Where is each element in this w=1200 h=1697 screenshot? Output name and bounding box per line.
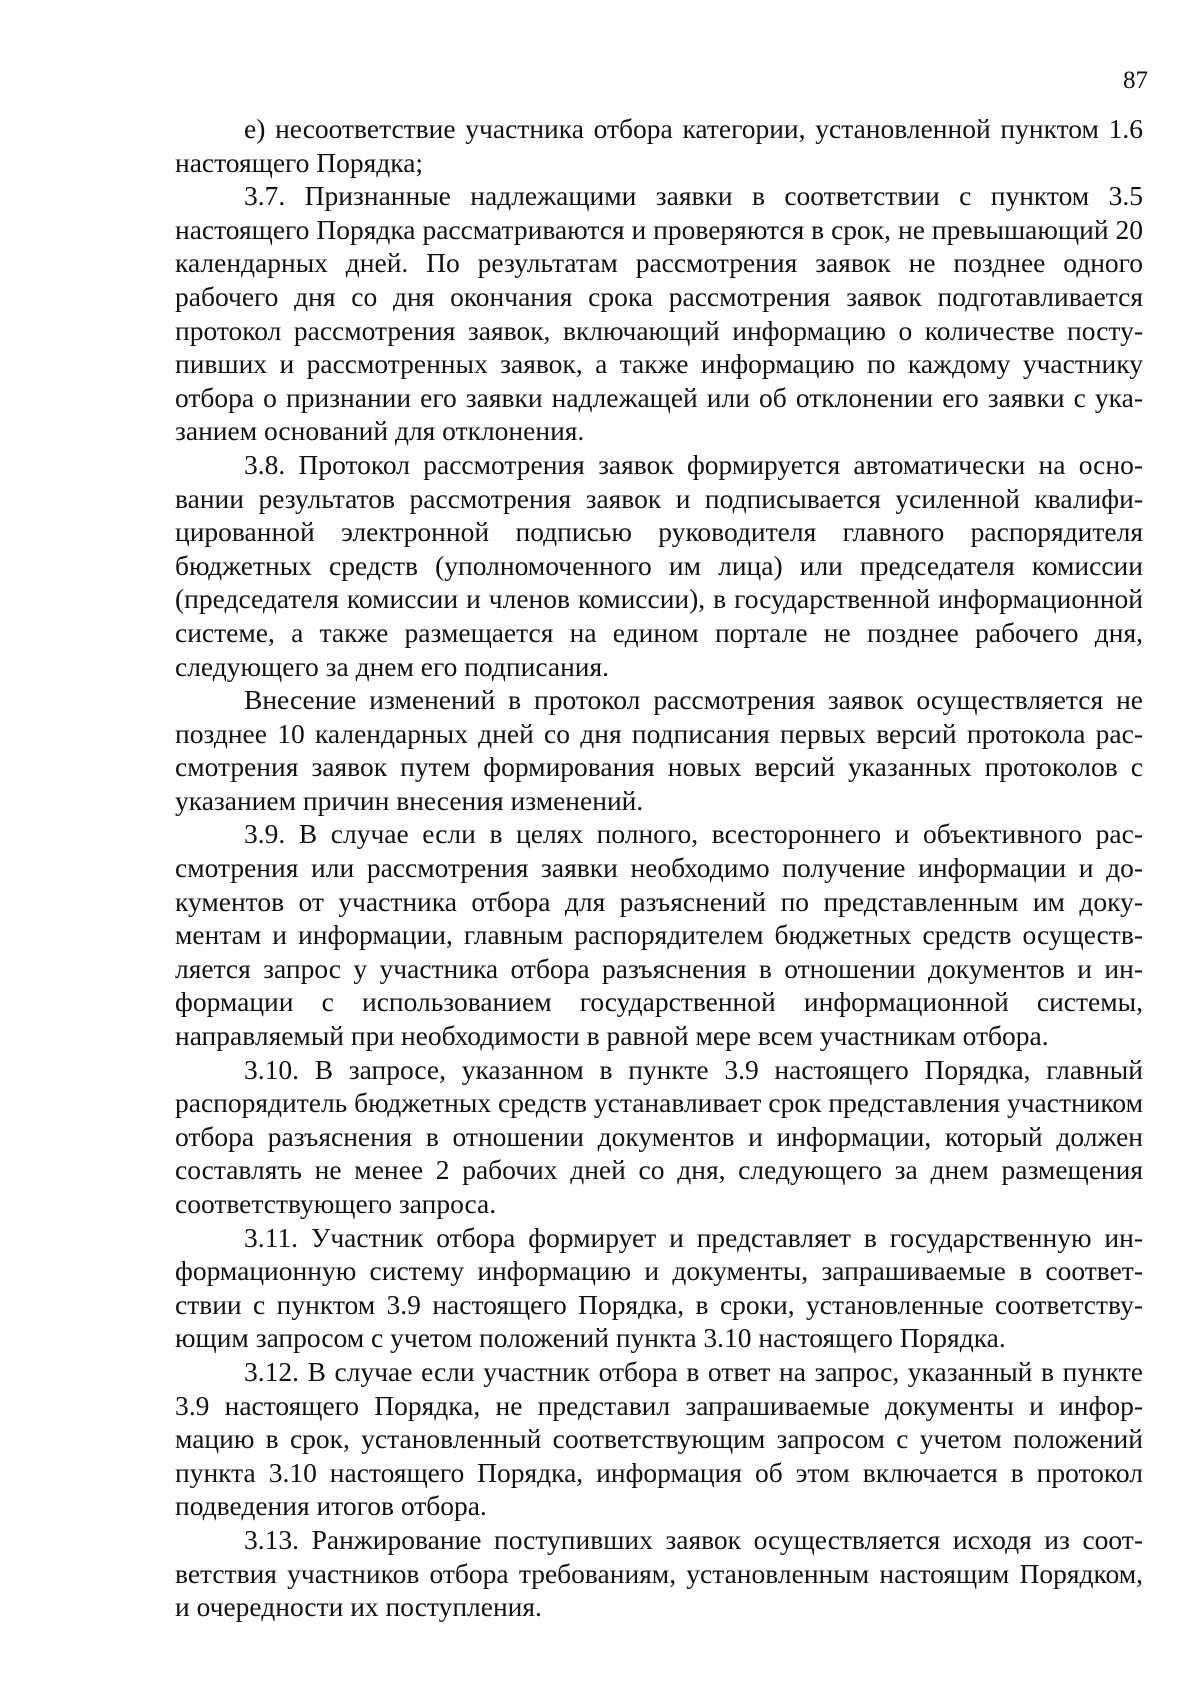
paragraph-3-7: 3.7. Признанные надлежащими заявки в соответствии с пунктом 3.5 настоящего Порядка рассматриваются и проверяются в срок, не превышающий 20 календарных дней. По результатам рассмотрения заявок не позднее одного рабочего дня со дня окончания срока рассмотрения заявок подготавливается протокол рассмотрения заявок, включающий информацию о количестве поступивших и рассмотренных заявок, а также информацию по каждому участнику отбора о признании его заявки надлежащей или об отклонении его заявки с указанием оснований для отклонения.	[175, 180, 1143, 447]
paragraph-3-11: 3.11. Участник отбора формирует и представляет в государственную информационную систему информацию и документы, запрашиваемые в соответствии с пунктом 3.9 настоящего Порядка, в сроки, установленные соответствующим запросом с учетом положений пункта 3.10 настоящего Порядка.	[175, 1221, 1143, 1354]
document-body	[175, 112, 1143, 1624]
paragraph-3-9: 3.9. В случае если в целях полного, всестороннего и объективного рассмотрения или рассмотрения заявки необходимо получение информации и документов от участника отбора для разъяснений по представленным им документам и информации, главным распорядителем бюджетных средств осуществляется запрос у участника отбора разъяснения в отношении документов и информации с использованием государственной информационной системы, направляемый при необходимости в равной мере всем участникам отбора.	[175, 818, 1143, 1052]
paragraph-item-e: е) несоответствие участника отбора категории, установленной пунктом 1.6 настоящего Порядка;	[175, 113, 1143, 178]
paragraph-3-13: 3.13. Ранжирование поступивших заявок осуществляется исходя из соответствия участников отбора требованиям, установленным настоящим Порядком, и очередности их поступления.	[175, 1523, 1143, 1623]
page-number: 87	[1123, 67, 1148, 94]
paragraph-3-12: 3.12. В случае если участник отбора в ответ на запрос, указанный в пункте 3.9 настоящего Порядка, не представил запрашиваемые документы и информацию в срок, установленный соответствующим запросом с учетом положений пункта 3.10 настоящего Порядка, информация об этом включается в протокол подведения итогов отбора.	[175, 1355, 1143, 1522]
paragraph-3-8: 3.8. Протокол рассмотрения заявок формируется автоматически на основании результатов рассмотрения заявок и подписывается усиленной квалифицированной электронной подписью руководителя главного распорядителя бюджетных средств (уполномоченного им лица) или председателя комиссии (председателя комиссии и членов комиссии), в государственной информационной системе, а также размещается на едином портале не позднее рабочего дня, следующего за днем его подписания.	[175, 448, 1143, 682]
paragraph-3-10: 3.10. В запросе, указанном в пункте 3.9 настоящего Порядка, главный распорядитель бюджетных средств устанавливает срок представления участником отбора разъяснения в отношении документов и информации, который должен составлять не менее 2 рабочих дней со дня, следующего за днем размещения соответствующего запроса.	[175, 1053, 1143, 1219]
paragraph-protocol-changes: Внесение изменений в протокол рассмотрения заявок осуществляется не позднее 10 календарных дней со дня подписания первых версий протокола рассмотрения заявок путем формирования новых версий указанных протоколов с указанием причин внесения изменений.	[175, 684, 1143, 816]
